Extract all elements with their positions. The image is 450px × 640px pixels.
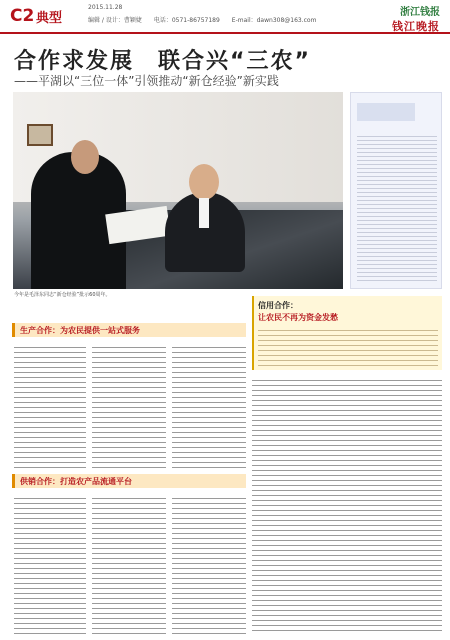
article-subhead: ——平湖以“三位一体”引领推动“新仓经验”新实践: [14, 74, 279, 88]
credit-box-title: 信用合作：: [258, 301, 298, 310]
body-text-column: [92, 343, 166, 471]
credit-box-subtitle: 让农民不再为资金发愁: [258, 313, 338, 322]
section-name: 典型: [36, 11, 63, 26]
sidebar-text-lines: [357, 133, 437, 283]
body-text-column-right: [252, 376, 442, 634]
body-text-column: [14, 343, 86, 471]
masthead-logo: 钱江晚报: [392, 20, 440, 33]
photo-wall-frame: [27, 124, 53, 146]
credit-box-text: [258, 326, 438, 366]
body-text-column: [14, 494, 86, 634]
section-code: C2: [10, 6, 35, 26]
page-header: [0, 0, 450, 34]
sidebar-panel: [350, 92, 442, 289]
masthead: [392, 3, 440, 34]
image-caption: 今年是毛泽东同志“新仓经验”批示60周年。: [14, 292, 111, 298]
photo-person-right-shirt: [199, 198, 209, 228]
article-photo: [13, 92, 343, 289]
photo-person-right-head: [189, 164, 219, 200]
issue-date: 2015.11.28: [88, 4, 123, 11]
section-bar-supply: [12, 474, 246, 488]
body-text-column: [172, 494, 246, 634]
section-bar-production: [12, 323, 246, 337]
body-text-column: [172, 343, 246, 471]
sidebar-header-block: [357, 103, 415, 121]
masthead-province: 浙江钱报: [400, 7, 440, 18]
article-headline: 合作求发展 联合兴“三农”: [14, 49, 311, 74]
photo-person-left-head: [71, 140, 99, 174]
body-text-column: [92, 494, 166, 634]
section-title-production: 生产合作：为农民提供一站式服务: [20, 326, 140, 335]
section-title-supply: 供销合作：打造农产品流通平台: [20, 477, 132, 486]
editor-contact-line: 编辑 / 设计：曹颖婕 电话：0571-86757189 E-mail：dawn308@163.com: [88, 17, 317, 24]
